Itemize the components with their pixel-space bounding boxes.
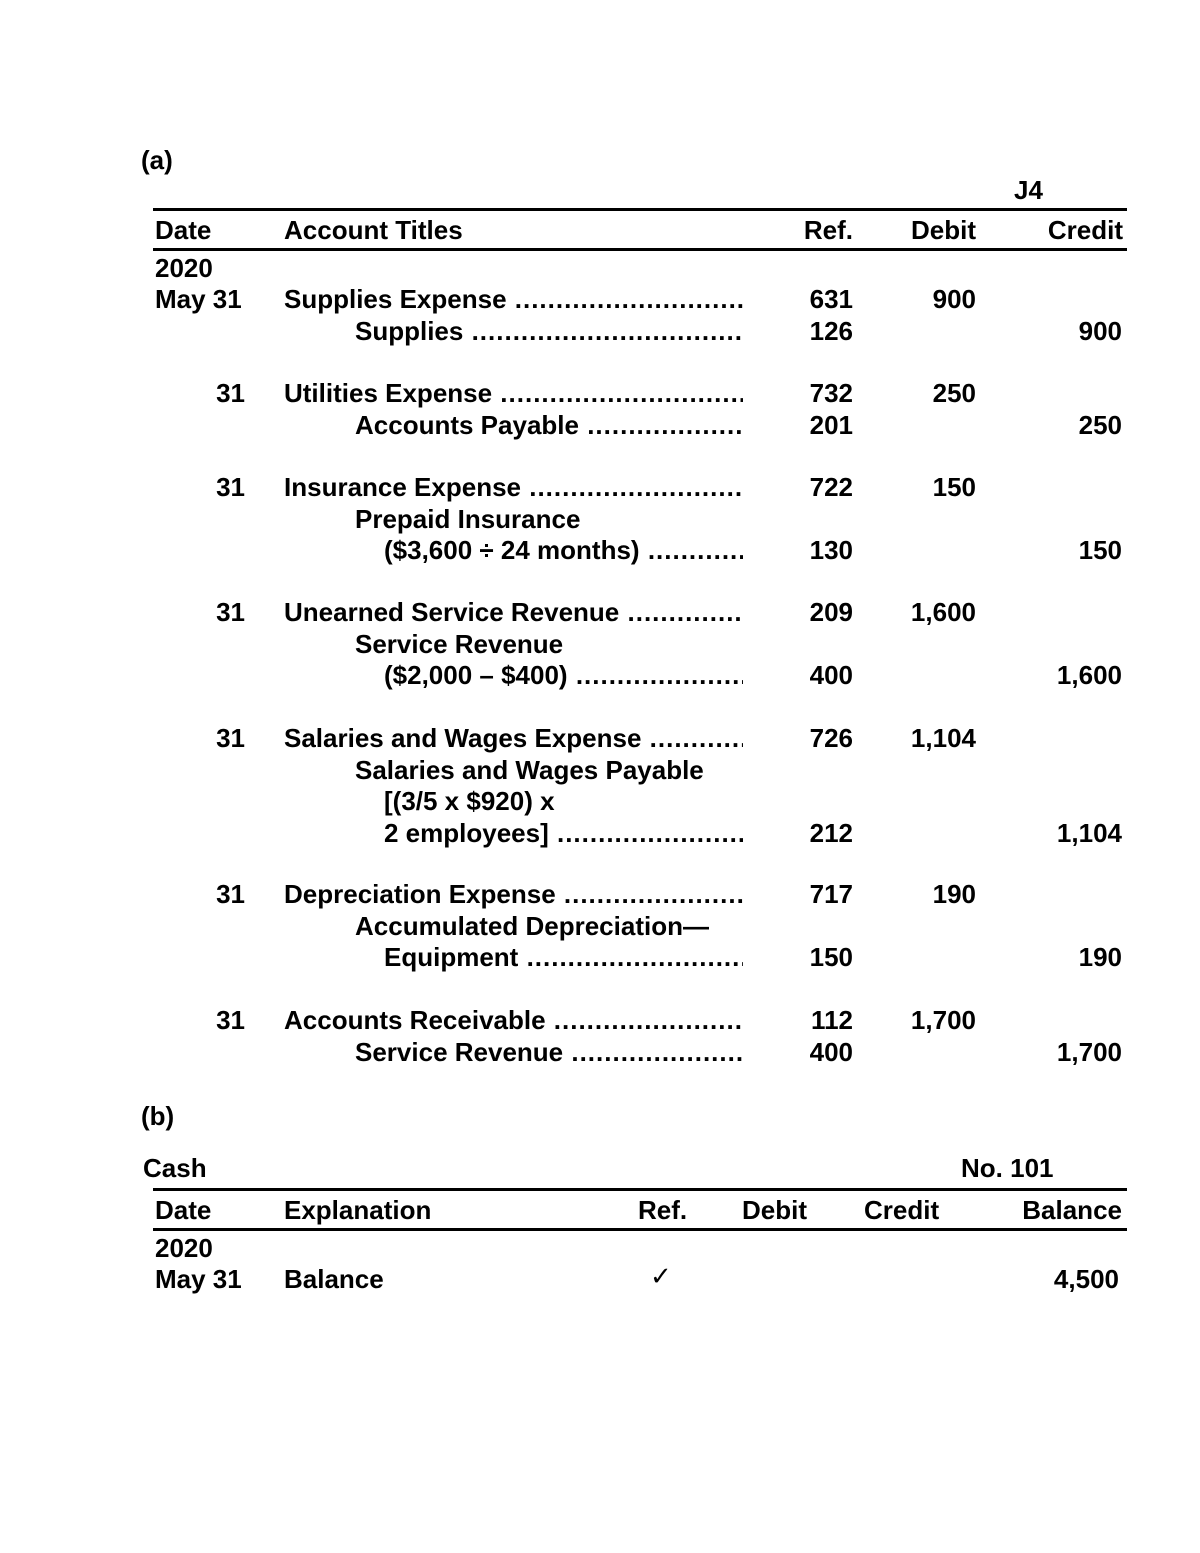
ledger-header-rule (153, 1228, 1127, 1231)
line-ref: 400 (809, 660, 853, 690)
ledger-row-explanation: Balance (284, 1264, 384, 1294)
line-text: ($2,000 – $400) (384, 660, 568, 690)
line-text: Equipment (384, 942, 519, 972)
entry-date: May 31 (155, 284, 242, 314)
credit-account-title (355, 629, 743, 660)
line-credit: 190 (1078, 942, 1122, 972)
line-ref: 126 (809, 315, 853, 346)
line-debit: 150 (932, 472, 976, 502)
line-credit: 1,700 (1056, 1036, 1122, 1067)
line-text: [(3/5 x $920) x (384, 786, 555, 816)
debit-account-title (284, 472, 743, 503)
line-debit: 1,700 (910, 1005, 976, 1035)
debit-account-title (284, 284, 743, 315)
line-ref: 112 (811, 1005, 853, 1035)
ledger-header-explanation: Explanation (284, 1195, 432, 1225)
line-text: Service Revenue (355, 1036, 564, 1067)
part-b-label: (b) (141, 1101, 175, 1131)
line-credit: 1,104 (1056, 817, 1122, 848)
line-debit: 1,600 (910, 597, 976, 627)
ledger-year: 2020 (155, 1233, 213, 1263)
line-ref: 400 (809, 1036, 853, 1067)
line-ref: 631 (809, 284, 853, 314)
line-ref: 150 (809, 942, 853, 972)
header-account-titles: Account Titles (284, 215, 463, 245)
line-text: Salaries and Wages Payable (355, 754, 704, 785)
header-ref: Ref. (803, 215, 853, 245)
debit-account-title (284, 879, 743, 910)
line-ref: 732 (809, 378, 853, 408)
line-debit: 250 (932, 378, 976, 408)
line-text: Unearned Service Revenue (284, 597, 620, 627)
entry-date: 31 (216, 378, 245, 408)
entry-explanation (384, 535, 743, 566)
entry-explanation (384, 818, 743, 849)
ledger-row-balance: 4,500 (1053, 1264, 1119, 1294)
entry-date: 31 (216, 1005, 245, 1035)
line-credit: 900 (1078, 315, 1122, 346)
line-text: Depreciation Expense (284, 879, 556, 909)
credit-account-title (355, 911, 743, 942)
line-ref: 201 (809, 409, 853, 440)
check-mark-icon: ✓ (650, 1262, 672, 1292)
entry-date: 31 (216, 472, 245, 502)
line-text: Prepaid Insurance (355, 503, 581, 534)
entry-explanation (384, 942, 743, 973)
ledger-header-balance: Balance (1022, 1195, 1122, 1225)
part-a-label: (a) (141, 145, 173, 175)
line-text: Insurance Expense (284, 472, 521, 502)
journal-year: 2020 (155, 253, 213, 283)
ledger-top-rule (153, 1188, 1127, 1191)
ledger-header-credit: Credit (864, 1195, 940, 1225)
credit-account-title (355, 755, 743, 786)
line-ref: 212 (809, 817, 853, 848)
journal-top-rule (153, 208, 1127, 211)
line-text: Service Revenue (355, 628, 564, 659)
ledger-account-name: Cash (143, 1153, 207, 1183)
header-credit: Credit (1047, 215, 1123, 245)
line-ref: 722 (809, 472, 853, 502)
ledger-account-number: No. 101 (961, 1153, 1054, 1183)
header-date: Date (155, 215, 212, 245)
credit-account-title (355, 1037, 743, 1068)
line-text: Accounts Receivable (284, 1005, 546, 1035)
credit-account-title (355, 410, 743, 441)
credit-account-title (355, 504, 743, 535)
line-text: Supplies Expense (284, 284, 507, 314)
line-ref: 717 (809, 879, 853, 909)
entry-explanation (384, 786, 743, 817)
line-credit: 1,600 (1056, 660, 1122, 690)
header-debit: Debit (911, 215, 976, 245)
line-ref: 726 (809, 723, 853, 753)
line-text: Salaries and Wages Expense (284, 723, 642, 753)
ledger-row-date: May 31 (155, 1264, 242, 1294)
debit-account-title (284, 597, 743, 628)
line-ref: 209 (809, 597, 853, 627)
line-debit: 900 (932, 284, 976, 314)
entry-explanation (384, 660, 743, 691)
line-text: Supplies (355, 315, 464, 346)
line-text: Accumulated Depreciation— (355, 910, 709, 941)
entry-date: 31 (216, 879, 245, 909)
line-debit: 1,104 (910, 723, 976, 753)
debit-account-title (284, 1005, 743, 1036)
line-text: 2 employees] (384, 817, 549, 848)
line-credit: 250 (1078, 409, 1122, 440)
debit-account-title (284, 378, 743, 409)
credit-account-title (355, 316, 743, 347)
line-text: Accounts Payable (355, 409, 579, 440)
ledger-header-date: Date (155, 1195, 212, 1225)
debit-account-title (284, 723, 743, 754)
entry-date: 31 (216, 597, 245, 627)
entry-date: 31 (216, 723, 245, 753)
line-text: ($3,600 ÷ 24 months) (384, 535, 640, 565)
journal-header-rule (153, 248, 1127, 251)
line-debit: 190 (932, 879, 976, 909)
ledger-header-ref: Ref. (638, 1195, 688, 1225)
journal-number: J4 (1014, 175, 1043, 205)
ledger-header-debit: Debit (742, 1195, 807, 1225)
line-credit: 150 (1078, 535, 1122, 565)
line-text: Utilities Expense (284, 378, 493, 408)
line-ref: 130 (809, 535, 853, 565)
